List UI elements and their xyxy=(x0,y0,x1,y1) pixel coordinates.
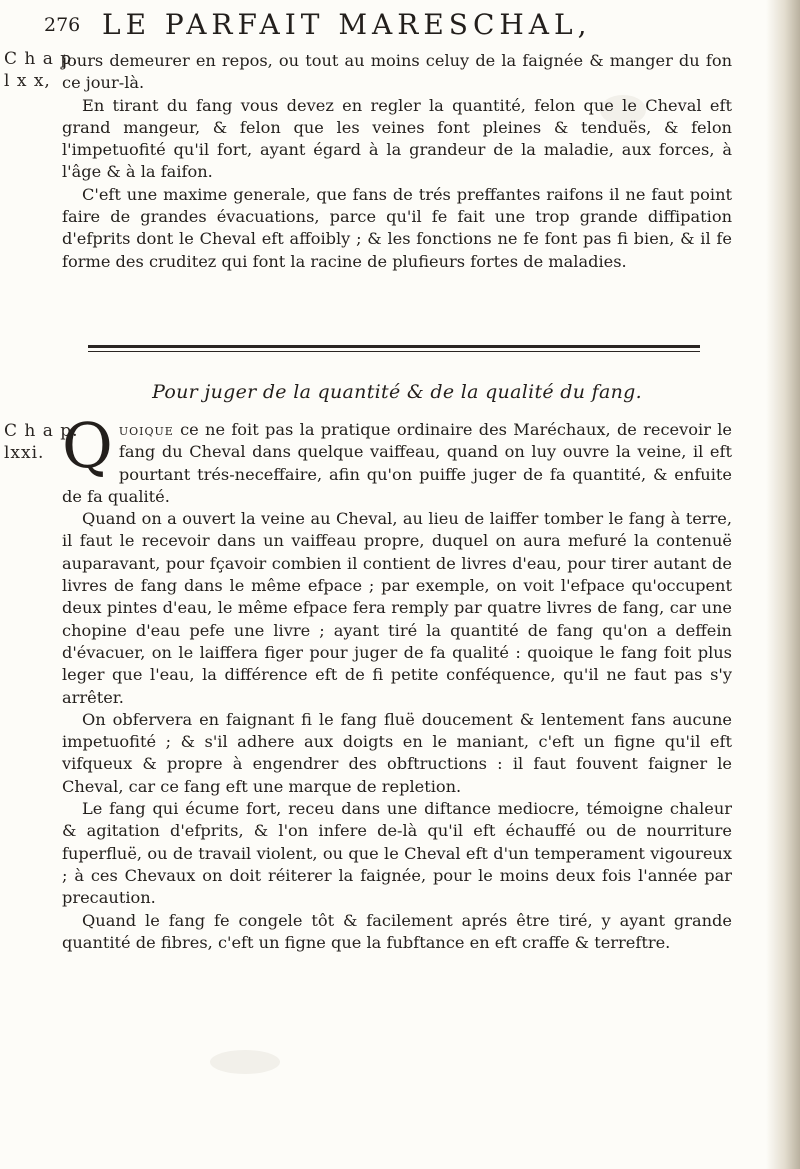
paragraph-with-dropcap xyxy=(62,409,732,508)
paragraph: Quand on a ouvert la veine au Cheval, au lieu de laiffer tomber le fang à terre, il faut le recevoir dans un vaiffeau propre, duquel on aura mefuré la contenuë auparavant, pour fçavoir combien il contient de livres d'eau, pour tirer autant de livres de fang dans le même efpace ; par exemple, on voit l'efpace qu'occupent deux pintes d'eau, le même efpace fera remply par quatre livres de fang, car une chopine d'eau pefe une livre ; ayant tiré la quantité de fang qu'on a deffein d'évacuer, on le laiffera figer pour juger de fa qualité : quoique le fang foit plus leger que l'eau, la différence eft de fi petite conféquence, qu'il ne faut pas s'y arrêter. xyxy=(62,509,732,707)
section-1-text xyxy=(62,50,732,273)
lead-small-caps: uoique xyxy=(118,420,174,439)
paragraph: C'eft une maxime generale, que fans de trés preffantes raifons il ne faut point faire de grandes évacuations, parce qu'il fe fait une trop grande diffipation d'efprits dont le Cheval eft affoibly ; & les fonctions ne fe font pas fi bien, & il fe forme des cruditez qui font la racine de plufieurs fortes de maladies. xyxy=(62,184,732,271)
section-divider-thick xyxy=(88,345,700,348)
page-edge-shadow xyxy=(766,0,800,1169)
paragraph-text: ce ne foit pas la pratique ordinaire des Maréchaux, de recevoir le fang du Cheval dans quelque vaiffeau, quand on luy ouvre la veine, il eft pourtant trés-neceffaire, afin qu'on puiffe juger de fa quantité, & enfuite de fa qualité. xyxy=(62,420,732,506)
paragraph: Quand le fang fe congele tôt & facilement aprés être tiré, y ayant grande quantité de fibres, c'eft un figne que la fubftance en eft craffe & terreftre. xyxy=(62,910,732,952)
paragraph: jours demeurer en repos, ou tout au moins celuy de la faignée & manger du fon ce jour-là. xyxy=(62,51,732,93)
paragraph: En tirant du fang vous devez en regler la quantité, felon que le Cheval eft grand mangeur, & felon que les veines font pleines & tenduës, & felon l'impetuofité qu'il fort, ayant égard à la grandeur de la maladie, aux forces, à l'âge & à la faifon. xyxy=(62,95,732,182)
margin-note-number: lxxi. xyxy=(4,443,45,463)
section-2-text xyxy=(62,409,732,954)
drop-cap: Q xyxy=(62,409,113,482)
section-divider-thin xyxy=(88,351,700,352)
page-header xyxy=(44,8,744,44)
margin-note-label: C h a p. xyxy=(4,49,79,69)
paper-stain xyxy=(210,1050,280,1074)
running-title: LE PARFAIT MARESCHAL, xyxy=(102,8,592,41)
section-heading: Pour juger de la quantité & de la qualité du fang. xyxy=(152,381,642,403)
paragraph: Le fang qui écume fort, receu dans une diftance mediocre, témoigne chaleur & agitation d'efprits, & l'on infere de-là qu'il eft échauffé ou de nourriture fuperfluë, ou de travail violent, ou que le Cheval eft d'un temperament vigoureux ; à ces Chevaux on doit réiterer la faignée, pour le moins deux fois l'année par precaution. xyxy=(62,799,732,908)
margin-note-number: l x x, xyxy=(4,71,51,91)
margin-note-label: C h a p. xyxy=(4,421,79,441)
paragraph: On obfervera en faignant fi le fang fluë doucement & lentement fans aucune impetuofité ; & s'il adhere aux doigts en le maniant, c'eft un figne qu'il eft vifqueux & propre à engendrer des obftructions : il faut fouvent faigner le Cheval, car ce fang eft une marque de repletion. xyxy=(62,709,732,796)
page-number: 276 xyxy=(44,14,81,36)
